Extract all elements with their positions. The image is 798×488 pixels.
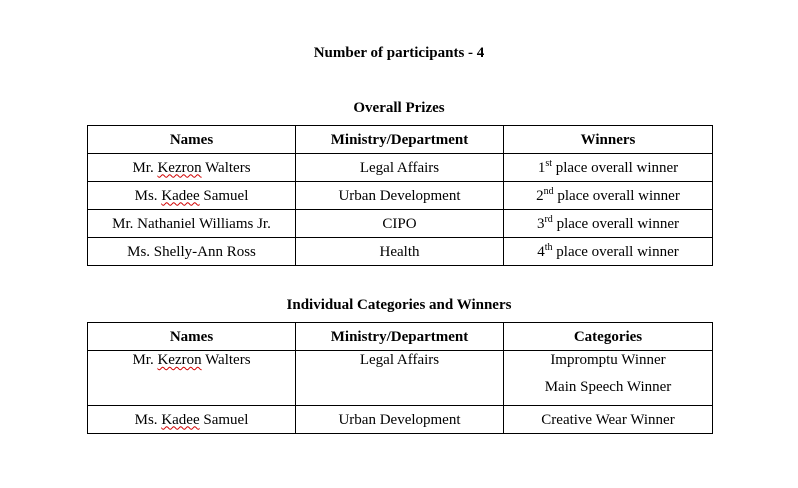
category-cell xyxy=(504,351,713,406)
table-row xyxy=(88,406,713,434)
spellcheck-word: Kadee xyxy=(161,411,200,428)
table-header-row xyxy=(88,323,713,351)
column-header-ministry: Ministry/Department xyxy=(296,323,504,351)
table-row xyxy=(88,210,713,238)
category-item: Impromptu Winner xyxy=(550,352,666,368)
category-item: Main Speech Winner xyxy=(544,379,672,395)
name-cell: Mr. Kezron Walters xyxy=(88,154,296,182)
table-row xyxy=(88,351,713,406)
column-header-ministry: Ministry/Department xyxy=(296,126,504,154)
column-header-winners: Winners xyxy=(504,126,713,154)
name-cell: Mr. Nathaniel Williams Jr. xyxy=(88,210,296,238)
overall-prizes-table xyxy=(87,125,713,266)
spellcheck-word: Kadee xyxy=(161,187,200,204)
column-header-categories: Categories xyxy=(504,323,713,351)
department-cell: Health xyxy=(296,238,504,266)
column-header-names: Names xyxy=(88,126,296,154)
table-header-row xyxy=(88,126,713,154)
overall-prizes-heading: Overall Prizes xyxy=(353,100,445,116)
spellcheck-word: Kezron xyxy=(157,159,202,176)
table-row xyxy=(88,154,713,182)
participants-heading: Number of participants - 4 xyxy=(313,45,485,61)
name-cell: Ms. Kadee Samuel xyxy=(88,406,296,434)
table-row xyxy=(88,182,713,210)
department-cell: Legal Affairs xyxy=(296,154,504,182)
spellcheck-word: Kezron xyxy=(157,352,202,368)
name-cell: Mr. Kezron Walters xyxy=(88,351,296,406)
individual-categories-table xyxy=(87,322,713,434)
winner-cell: 3rd place overall winner xyxy=(504,210,713,238)
department-cell: Legal Affairs xyxy=(296,351,504,406)
name-cell: Ms. Shelly-Ann Ross xyxy=(88,238,296,266)
category-cell: Creative Wear Winner xyxy=(504,406,713,434)
department-cell: Urban Development xyxy=(296,406,504,434)
column-header-names: Names xyxy=(88,323,296,351)
table-row xyxy=(88,238,713,266)
department-cell: CIPO xyxy=(296,210,504,238)
name-cell: Ms. Kadee Samuel xyxy=(88,182,296,210)
winner-cell: 1st place overall winner xyxy=(504,154,713,182)
individual-categories-heading: Individual Categories and Winners xyxy=(286,297,512,313)
winner-cell: 4th place overall winner xyxy=(504,238,713,266)
winner-cell: 2nd place overall winner xyxy=(504,182,713,210)
department-cell: Urban Development xyxy=(296,182,504,210)
